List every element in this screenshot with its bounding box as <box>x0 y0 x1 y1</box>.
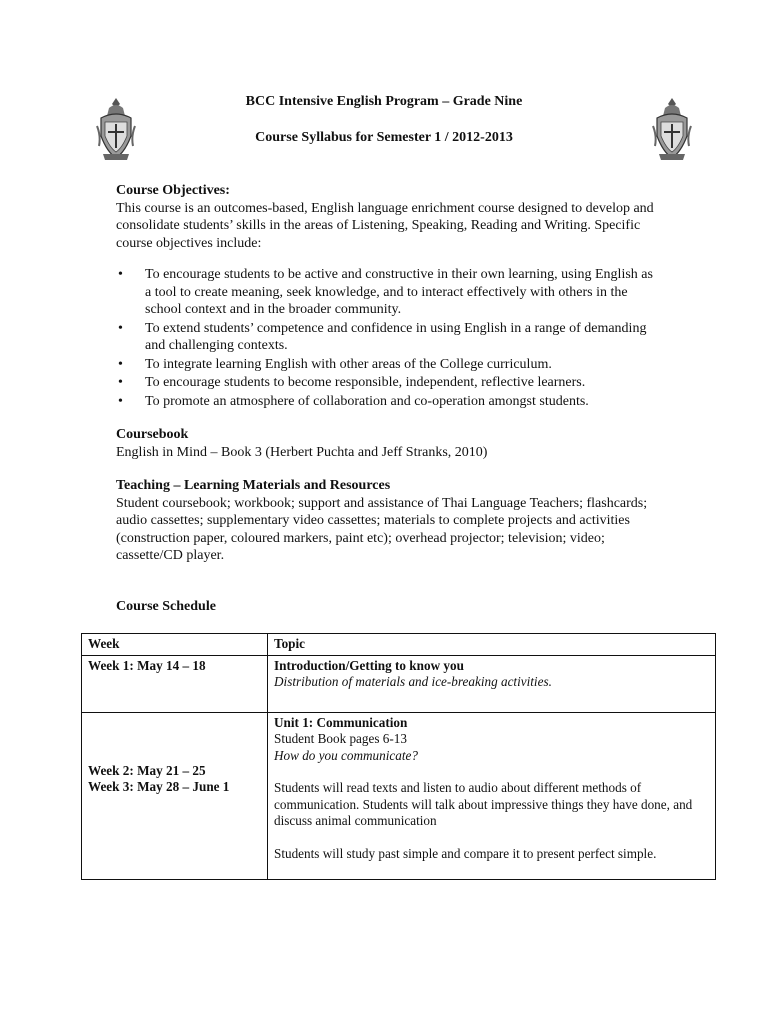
objectives-list <box>116 266 656 410</box>
table-row <box>82 655 716 712</box>
materials-heading: Teaching – Learning Materials and Resources <box>116 478 391 493</box>
topic-cell <box>268 712 716 879</box>
unit-grammar: Students will study past simple and compare it to present perfect simple. <box>274 845 657 861</box>
bullet-icon: • <box>118 267 123 282</box>
list-item: • To integrate learning English with other areas of the College curriculum. <box>118 356 552 372</box>
materials-text: Student coursebook; workbook; support and assistance of Thai Language Teachers; flashcards; audio cassettes; supplementary video cassettes; materials to complete projects and activities (construction paper, coloured markers, paint etc); overhead projector; television; video; cassette/CD player. <box>116 495 648 563</box>
topic-description: Distribution of materials and ice-breaking activities. <box>274 674 552 689</box>
unit-question: How do you communicate? <box>274 747 418 763</box>
week-label: Week 2: May 21 – 25 <box>88 762 206 778</box>
unit-description: Students will read texts and listen to audio about different methods of communication. Students will talk about impressive things they have done, and discuss animal communication <box>274 780 693 828</box>
syllabus-body <box>116 182 656 565</box>
topic-cell <box>268 655 716 712</box>
objectives-heading: Course Objectives: <box>116 183 230 198</box>
table-header-row <box>82 634 716 656</box>
list-item: • To promote an atmosphere of collaboration and co-operation amongst students. <box>118 393 589 409</box>
unit-pages: Student Book pages 6-13 <box>274 731 407 746</box>
schedule-heading: Course Schedule <box>116 599 216 614</box>
document-title: BCC Intensive English Program – Grade Nine <box>245 94 523 109</box>
column-header-week: Week <box>82 634 268 656</box>
bullet-icon: • <box>118 393 123 409</box>
list-item: • To encourage students to be active and constructive in their own learning, using English as a tool to create meaning, seek knowledge, and to interact effectively with others in the school context and in the broader community. <box>118 267 653 317</box>
bullet-icon: • <box>118 320 123 336</box>
schedule-table <box>81 633 716 880</box>
list-item: • To extend students’ competence and confidence in using English in a range of demanding and challenging contexts. <box>118 320 647 353</box>
list-item: • To encourage students to become responsible, independent, reflective learners. <box>118 375 586 390</box>
week-label: Week 3: May 28 – June 1 <box>88 779 230 794</box>
unit-title: Unit 1: Communication <box>274 714 408 730</box>
week-cell: Week 1: May 14 – 18 <box>82 655 268 712</box>
objectives-intro: This course is an outcomes-based, English language enrichment course designed to develop and consolidate students’ skills in the areas of Listening, Speaking, Reading and Writing. Specific course objectives include: <box>116 200 654 251</box>
coursebook-text: English in Mind – Book 3 (Herbert Puchta and Jeff Stranks, 2010) <box>116 444 488 460</box>
topic-title: Introduction/Getting to know you <box>274 657 464 673</box>
coursebook-heading: Coursebook <box>116 427 189 442</box>
column-header-topic: Topic <box>268 634 716 656</box>
bullet-icon: • <box>118 356 123 372</box>
week-cell <box>82 712 268 879</box>
bullet-icon: • <box>118 375 123 390</box>
document-subtitle: Course Syllabus for Semester 1 / 2012-2013 <box>255 130 513 145</box>
table-row <box>82 712 716 879</box>
